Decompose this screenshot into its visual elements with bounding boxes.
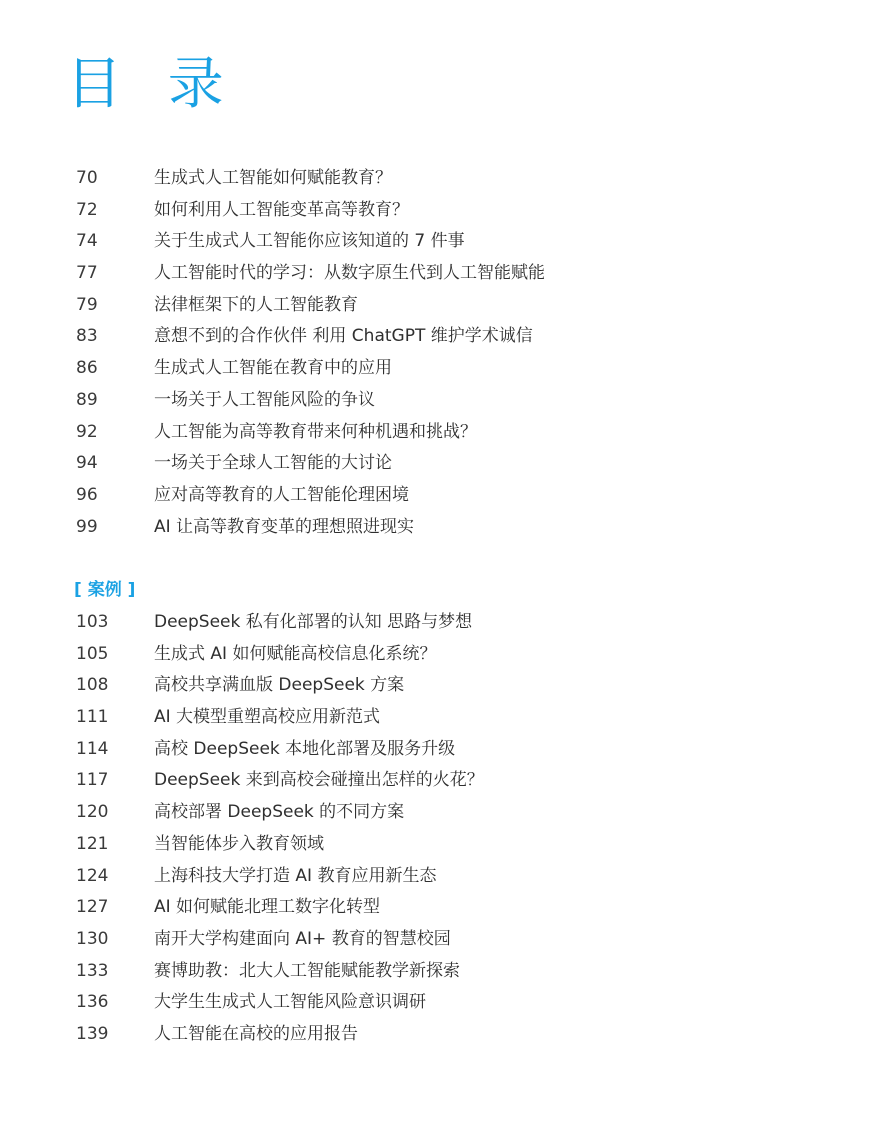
toc-entry-title: 人工智能为高等教育带来何种机遇和挑战？ — [154, 421, 477, 442]
toc-entry[interactable] — [0, 226, 877, 258]
toc-entry-title: 高校共享满血版 DeepSeek 方案 — [154, 675, 405, 696]
toc-entry[interactable] — [0, 417, 877, 449]
toc-entry-title: 人工智能时代的学习：从数字原生代到人工智能赋能 — [154, 263, 545, 284]
toc-entry-title: 赛博助教：北大人工智能赋能教学新探索 — [154, 960, 460, 981]
toc-entry-title: DeepSeek 私有化部署的认知 思路与梦想 — [154, 612, 473, 632]
toc-entry-page-number: 108 — [76, 675, 109, 696]
toc-entry[interactable] — [0, 195, 877, 227]
toc-entry-title: 大学生生成式人工智能风险意识调研 — [154, 992, 426, 1013]
toc-entry[interactable] — [0, 385, 877, 417]
toc-entry-title: AI 让高等教育变革的理想照进现实 — [154, 516, 415, 537]
toc-entry-title: AI 大模型重塑高校应用新范式 — [154, 707, 381, 728]
toc-entry[interactable] — [0, 1019, 877, 1051]
toc-entry[interactable] — [0, 290, 877, 322]
toc-entry[interactable] — [0, 670, 877, 702]
toc-entry-title: AI 如何赋能北理工数字化转型 — [154, 897, 381, 918]
toc-entry-title: 关于生成式人工智能你应该知道的 7 件事 — [154, 231, 465, 252]
toc-entry-title: 意想不到的合作伙伴 利用 ChatGPT 维护学术诚信 — [154, 326, 533, 347]
toc-entry-page-number: 111 — [76, 707, 109, 728]
toc-entry[interactable] — [0, 797, 877, 829]
toc-entry-title: 生成式人工智能如何赋能教育？ — [154, 168, 392, 188]
toc-entry[interactable] — [0, 258, 877, 290]
toc-entry-page-number: 117 — [76, 770, 109, 791]
toc-entry-page-number: 74 — [76, 231, 98, 252]
page-title: 目 录 — [66, 52, 238, 117]
toc-entry[interactable] — [0, 448, 877, 480]
toc-entry-page-number: 96 — [76, 484, 98, 505]
toc-entry-page-number: 130 — [76, 928, 109, 949]
toc-entry-page-number: 86 — [76, 358, 98, 379]
toc-entry[interactable] — [0, 924, 877, 956]
toc-entry-title: 生成式 AI 如何赋能高校信息化系统？ — [154, 643, 437, 664]
toc-entry[interactable] — [0, 987, 877, 1019]
toc-entry[interactable] — [0, 639, 877, 671]
toc-entry-title: 法律框架下的人工智能教育 — [154, 294, 358, 315]
toc-entry-page-number: 120 — [76, 802, 109, 823]
toc-entry-page-number: 114 — [76, 738, 109, 759]
toc-entry-title: 当智能体步入教育领域 — [154, 833, 324, 854]
toc-entry[interactable] — [0, 861, 877, 893]
toc-entry[interactable] — [0, 163, 877, 195]
toc-entry-title: 一场关于全球人工智能的大讨论 — [154, 453, 392, 474]
case-section-heading: [ 案例 ] — [74, 580, 136, 600]
toc-entry[interactable] — [0, 607, 877, 639]
toc-entry-page-number: 92 — [76, 421, 98, 442]
toc-entry[interactable] — [0, 480, 877, 512]
toc-entry-page-number: 89 — [76, 389, 98, 410]
toc-entry-page-number: 105 — [76, 643, 109, 664]
toc-entry-page-number: 72 — [76, 199, 98, 220]
toc-entry-title: 南开大学构建面向 AI+ 教育的智慧校园 — [154, 928, 451, 949]
toc-entry-title: DeepSeek 来到高校会碰撞出怎样的火花？ — [154, 770, 484, 791]
toc-entry-page-number: 79 — [76, 294, 98, 315]
toc-entry-title: 应对高等教育的人工智能伦理困境 — [154, 484, 409, 505]
toc-entry[interactable] — [0, 765, 877, 797]
toc-entry[interactable] — [0, 702, 877, 734]
toc-entry-page-number: 99 — [76, 516, 98, 537]
toc-main-list — [0, 163, 877, 543]
toc-case-list — [0, 607, 877, 1051]
toc-entry-title: 如何利用人工智能变革高等教育？ — [154, 199, 409, 220]
toc-entry-page-number: 103 — [76, 612, 109, 632]
toc-entry[interactable] — [0, 734, 877, 766]
toc-entry-page-number: 124 — [76, 865, 109, 886]
toc-entry-page-number: 133 — [76, 960, 109, 981]
toc-entry-page-number: 121 — [76, 833, 109, 854]
toc-entry[interactable] — [0, 512, 877, 544]
toc-entry-title: 高校部署 DeepSeek 的不同方案 — [154, 802, 405, 823]
toc-entry[interactable] — [0, 892, 877, 924]
toc-entry-title: 一场关于人工智能风险的争议 — [154, 389, 375, 410]
toc-entry-page-number: 127 — [76, 897, 109, 918]
toc-entry-page-number: 77 — [76, 263, 98, 284]
toc-entry-page-number: 139 — [76, 1023, 109, 1044]
toc-entry-page-number: 136 — [76, 992, 109, 1013]
toc-entry-title: 人工智能在高校的应用报告 — [154, 1023, 358, 1044]
toc-entry-title: 上海科技大学打造 AI 教育应用新生态 — [154, 865, 437, 886]
toc-entry[interactable] — [0, 353, 877, 385]
toc-entry[interactable] — [0, 321, 877, 353]
toc-entry-title: 高校 DeepSeek 本地化部署及服务升级 — [154, 738, 456, 759]
toc-entry-page-number: 83 — [76, 326, 98, 347]
toc-entry[interactable] — [0, 956, 877, 988]
toc-entry-page-number: 70 — [76, 168, 98, 188]
toc-entry-page-number: 94 — [76, 453, 98, 474]
toc-entry[interactable] — [0, 829, 877, 861]
toc-entry-title: 生成式人工智能在教育中的应用 — [154, 358, 392, 379]
